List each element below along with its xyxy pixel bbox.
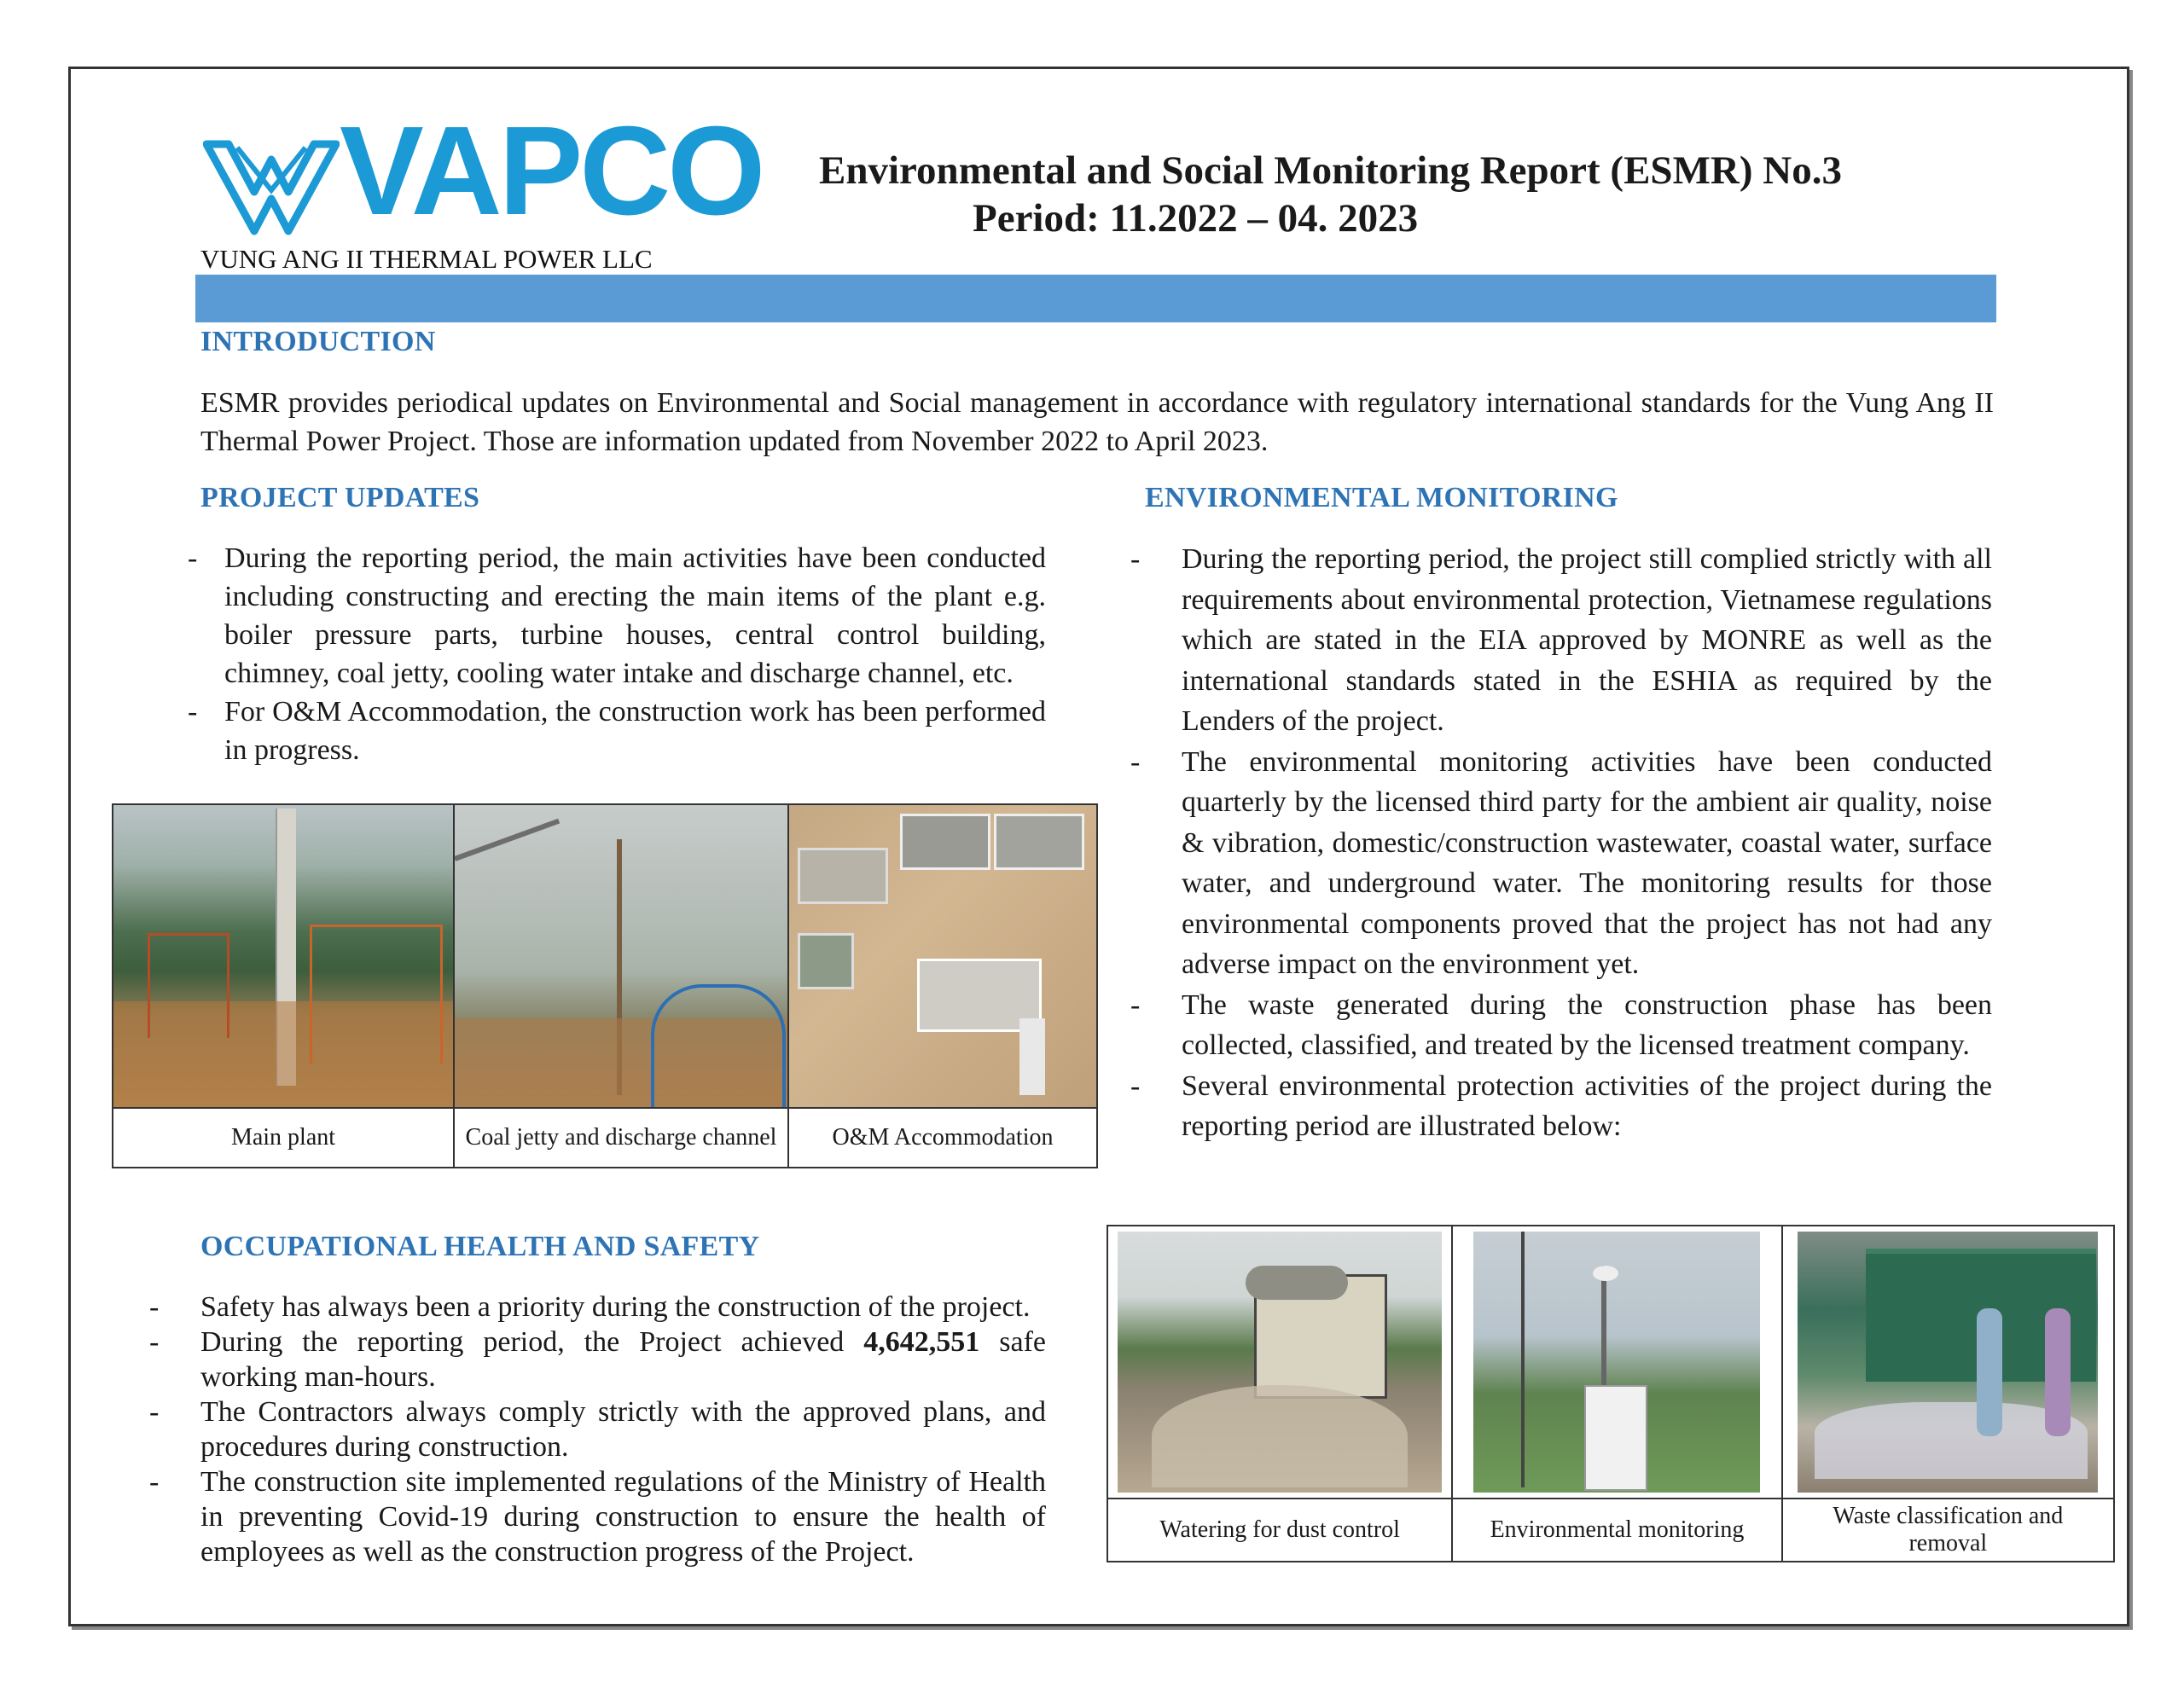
photo-om-cell: [788, 804, 1097, 1108]
list-item: - The construction site implemented regulations of the Ministry of Health in preventing Covid-19 during construction to ensure the health of employees as well as the construction progress of the Project.: [149, 1464, 1046, 1569]
env-monitoring-photo: [1473, 1232, 1760, 1493]
report-period: Period: 11.2022 – 04. 2023: [973, 196, 1419, 241]
vapco-logo: [203, 101, 763, 243]
list-item: - During the reporting period, the main activities have been conducted including constructing and erecting the main items of the plant e.g. boiler pressure parts, turbine houses, central control building, chimney, coal jetty, cooling water intake and discharge channel, etc.: [188, 539, 1046, 693]
photo-main-plant-cell: [113, 804, 454, 1108]
photo-coal-jetty-cell: [454, 804, 788, 1108]
caption-watering: Watering for dust control: [1107, 1499, 1452, 1562]
photo-env-monitoring-cell: [1452, 1226, 1781, 1499]
caption-env-monitoring: Environmental monitoring: [1452, 1499, 1781, 1562]
caption-coal-jetty: Coal jetty and discharge channel: [454, 1108, 788, 1168]
environmental-monitoring-list: [1130, 539, 1992, 1147]
logo-mark-icon: [203, 139, 340, 237]
waste-photo: [1798, 1232, 2098, 1493]
photo-watering-cell: [1107, 1226, 1452, 1499]
ohs-item2-post: safe working man-hours.: [200, 1326, 1046, 1393]
photo-waste-cell: [1782, 1226, 2114, 1499]
list-item: - Safety has always been a priority during the construction of the project.: [149, 1290, 1046, 1325]
project-updates-heading: PROJECT UPDATES: [200, 482, 480, 513]
coal-jetty-photo: [455, 805, 787, 1107]
introduction-heading: INTRODUCTION: [200, 326, 436, 357]
ohs-item2-pre: During the reporting period, the Project achieved: [200, 1326, 864, 1358]
main-plant-photo: [113, 805, 453, 1107]
watering-photo: [1118, 1232, 1442, 1493]
list-item: - During the reporting period, the project still complied strictly with all requirements about environmental protection, Vietnamese regulations which are stated in the EIA approved by MONRE as well as the international standards stated in the ESHIA as required by the Lenders of the project.: [1130, 539, 1992, 742]
logo-text: VAPCO: [340, 101, 763, 241]
list-item: - The waste generated during the construction phase has been collected, classified, and treated by the licensed treatment company.: [1130, 985, 1992, 1066]
project-updates-list: [188, 539, 1046, 769]
environmental-photos-table: [1107, 1225, 2115, 1562]
list-item: [149, 1325, 1046, 1394]
caption-om-accommodation: O&M Accommodation: [788, 1108, 1097, 1168]
list-item: - For O&M Accommodation, the construction work has been performed in progress.: [188, 693, 1046, 769]
list-item: - Several environmental protection activities of the project during the reporting period are illustrated below:: [1130, 1066, 1992, 1147]
project-photos-table: [112, 803, 1098, 1168]
safe-man-hours-value: 4,642,551: [863, 1326, 980, 1358]
ohs-list: [149, 1290, 1046, 1569]
introduction-text: ESMR provides periodical updates on Environmental and Social management in accordance with regulatory international standards for the Vung Ang II Thermal Power Project. Those are information updated from November 2022 to April 2023.: [200, 387, 1994, 457]
caption-main-plant: Main plant: [113, 1108, 454, 1168]
company-name: VUNG ANG II THERMAL POWER LLC: [200, 244, 653, 274]
header-bar: [195, 275, 1996, 322]
ohs-heading: OCCUPATIONAL HEALTH AND SAFETY: [200, 1231, 760, 1262]
list-item: - The Contractors always comply strictly with the approved plans, and procedures during construction.: [149, 1394, 1046, 1464]
om-accommodation-photo: [789, 805, 1096, 1107]
list-item: - The environmental monitoring activities have been conducted quarterly by the licensed third party for the ambient air quality, noise & vibration, domestic/construction wastewater, coastal water, surface water, and underground water. The monitoring results for those environmental components proved that the project has not had any adverse impact on the environment yet.: [1130, 742, 1992, 985]
caption-waste: Waste classification and removal: [1782, 1499, 2114, 1562]
report-title: [819, 147, 1928, 242]
environmental-monitoring-heading: ENVIRONMENTAL MONITORING: [1145, 482, 1618, 513]
report-title-line1: Environmental and Social Monitoring Report (ESMR) No.3: [819, 148, 1842, 193]
